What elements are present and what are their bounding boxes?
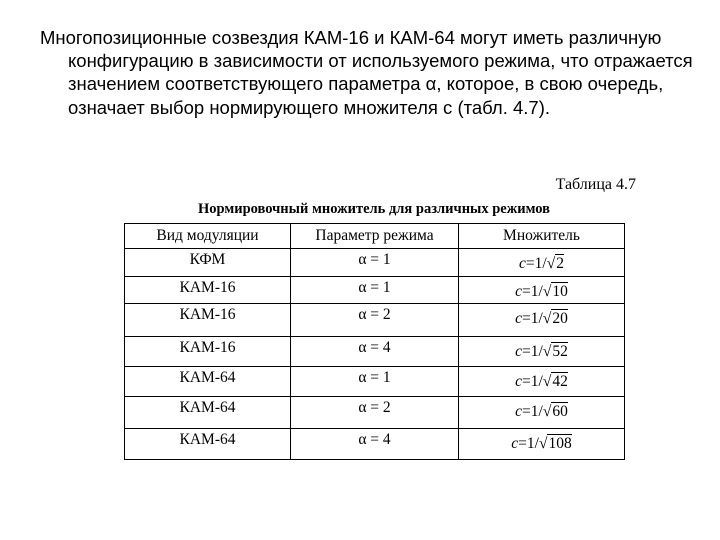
equals-one-over: =1/	[522, 373, 543, 390]
equals-one-over: =1/	[522, 403, 543, 420]
table-row	[125, 249, 625, 277]
parameter-cell: α = 2	[291, 304, 459, 337]
modulation-cell: КФМ	[125, 249, 291, 277]
root-value: 20	[552, 310, 568, 327]
table-row	[125, 367, 625, 397]
root-value: 42	[552, 373, 568, 390]
root-value: 10	[552, 283, 568, 300]
root-value: 52	[552, 343, 568, 360]
c-symbol: c	[519, 255, 526, 272]
multiplier-cell	[459, 429, 625, 460]
table-title: Нормировочный множитель для различных режимов	[197, 201, 551, 217]
equals-one-over: =1/	[522, 343, 543, 360]
multiplier-table	[124, 223, 625, 460]
modulation-cell: КАМ-16	[125, 277, 291, 304]
table-row	[125, 277, 625, 304]
sqrt-icon: √	[542, 283, 552, 300]
sqrt-icon: √	[542, 310, 552, 327]
modulation-cell: КАМ-16	[125, 304, 291, 337]
multiplier-cell	[459, 337, 625, 367]
table-row	[125, 337, 625, 367]
multiplier-cell	[459, 304, 625, 337]
sqrt-icon: √	[542, 403, 552, 420]
body-paragraph: Многопозиционные созвездия КАМ-16 и КАМ-64 могут иметь различную конфигурацию в зависимости от используемого режима, что отражается значением соответствующего параметра α, которое, в свою очередь, означает выбор нормирующего множителя с (табл. 4.7).	[40, 27, 693, 118]
table-row	[125, 397, 625, 429]
equals-one-over: =1/	[518, 435, 539, 452]
table-row	[125, 429, 625, 460]
table-row	[125, 304, 625, 337]
modulation-cell: КАМ-64	[125, 367, 291, 397]
modulation-cell: КАМ-16	[125, 337, 291, 367]
root-value: 2	[556, 255, 564, 272]
modulation-cell: КАМ-64	[125, 429, 291, 460]
equals-one-over: =1/	[525, 255, 547, 272]
parameter-cell: α = 1	[291, 277, 459, 304]
c-symbol: c	[515, 373, 523, 390]
header-parameter: Параметр режима	[291, 224, 459, 249]
table-header-row	[125, 224, 625, 249]
parameter-cell: α = 1	[291, 249, 459, 277]
c-symbol: c	[515, 403, 523, 420]
equals-one-over: =1/	[522, 283, 543, 300]
multiplier-cell	[459, 249, 625, 277]
multiplier-cell	[459, 367, 625, 397]
sqrt-icon: √	[538, 435, 548, 452]
header-modulation: Вид модуляции	[125, 224, 291, 249]
c-symbol: c	[515, 310, 523, 327]
multiplier-cell	[459, 397, 625, 429]
root-value: 60	[552, 403, 568, 420]
c-symbol: c	[511, 435, 519, 452]
sqrt-icon: √	[546, 255, 556, 272]
sqrt-icon: √	[542, 373, 552, 390]
header-multiplier: Множитель	[459, 224, 625, 249]
c-symbol: c	[515, 343, 523, 360]
c-symbol: c	[515, 283, 523, 300]
parameter-cell: α = 4	[291, 429, 459, 460]
root-value: 108	[548, 435, 572, 452]
parameter-cell: α = 1	[291, 367, 459, 397]
multiplier-cell	[459, 277, 625, 304]
sqrt-icon: √	[542, 343, 552, 360]
equals-one-over: =1/	[522, 310, 543, 327]
table-caption: Таблица 4.7	[555, 176, 636, 193]
modulation-cell: КАМ-64	[125, 397, 291, 429]
parameter-cell: α = 4	[291, 337, 459, 367]
parameter-cell: α = 2	[291, 397, 459, 429]
